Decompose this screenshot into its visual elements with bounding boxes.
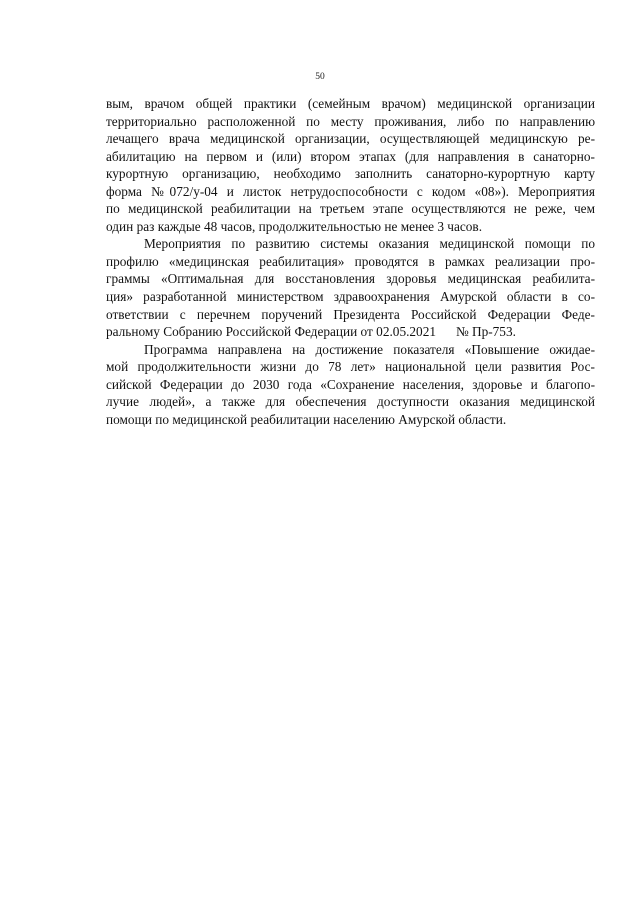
text-line: курортную организацию, необходимо заполнить санаторно-курортную карту	[106, 166, 595, 182]
paragraph-2	[106, 235, 595, 340]
text-line: лучие людей», а также для обеспечения доступности оказания медицинской	[106, 394, 595, 410]
text-line: помощи по медицинской реабилитации населению Амурской области.	[106, 411, 507, 427]
text-line: один раз каждые 48 часов, продолжительностью не менее 3 часов.	[106, 218, 483, 234]
text-line: ответствии с перечнем поручений Президента Российской Федерации Феде-	[106, 306, 595, 322]
text-line: граммы «Оптимальная для восстановления здоровья медицинская реабилита-	[106, 271, 595, 287]
text-line: мой продолжительности жизни до 78 лет» национальной цели развития Рос-	[106, 359, 595, 375]
text-line: вым, врачом общей практики (семейным врачом) медицинской организации	[106, 96, 595, 111]
paragraph-3	[106, 341, 595, 429]
text-line: абилитацию на первом и (или) втором этапах (для направления в санаторно-	[106, 148, 595, 164]
text-line: территориально расположенной по месту проживания, либо по направлению	[106, 113, 595, 129]
text-line: сийской Федерации до 2030 года «Сохранение населения, здоровье и благопо-	[106, 376, 595, 392]
text-line: Программа направлена на достижение показателя «Повышение ожидае-	[144, 341, 595, 357]
text-line: форма №072/у-04 и листок нетрудоспособности с кодом «08»). Мероприятия	[106, 183, 595, 199]
text-line: Мероприятия по развитию системы оказания медицинской помощи по	[144, 236, 595, 252]
text-line: по медицинской реабилитации на третьем этапе осуществляются не реже, чем	[106, 201, 595, 217]
document-body	[106, 95, 595, 428]
text-line: профилю «медицинская реабилитация» проводятся в рамках реализации про-	[106, 253, 595, 269]
text-line: ция» разработанной министерством здравоохранения Амурской области в со-	[106, 289, 595, 305]
text-line: ральному Собранию Российской Федерации от 02.05.2021 № Пр-753.	[106, 324, 516, 340]
text-line: лечащего врача медицинской организации, осуществляющей медицинскую ре-	[106, 131, 595, 147]
paragraph-1	[106, 95, 595, 235]
page-number: 50	[315, 72, 325, 82]
